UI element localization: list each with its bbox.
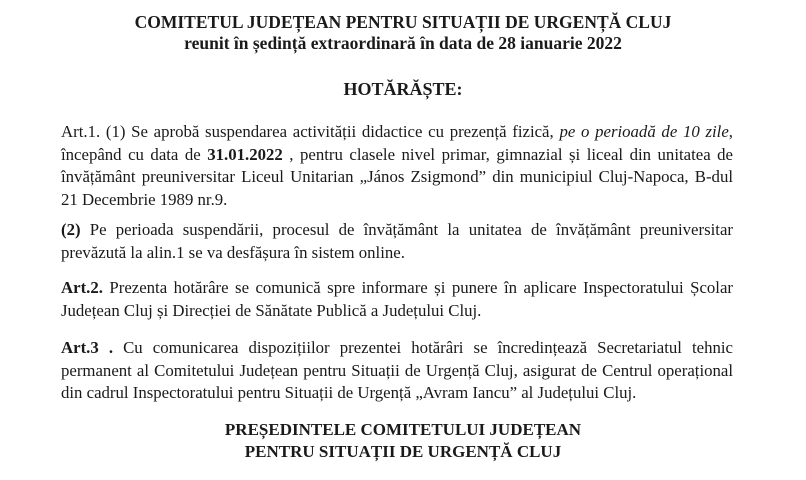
art3-label: Art.3 . xyxy=(61,338,114,357)
art1-text-c: , pentru clasele nivel primar, gimnazial și liceal din unitatea de învățământ preuniversitar Liceul Unitarian „János Zsigmond” din municipiul Cluj-Napoca, B-dul 21 Decembrie 1989 nr.9. xyxy=(61,144,733,209)
decision-heading: HOTĂRĂȘTE: xyxy=(343,79,463,99)
signature-title-line-1: PREȘEDINTELE COMITETULUI JUDEȚEAN xyxy=(224,420,582,439)
art1-alin2-label: (2) xyxy=(61,220,81,239)
committee-title: COMITETUL JUDEȚEAN PENTRU SITUAȚII DE URGENȚĂ CLUJ xyxy=(134,12,672,32)
article-3 xyxy=(61,337,733,405)
meeting-subtitle: reunit în ședință extraordinară în data de 28 ianuarie 2022 xyxy=(184,33,622,53)
art2-label: Art.2. xyxy=(61,278,103,297)
art3-text: Cu comunicarea dispozițiilor prezentei hotărâri se încredințează Secretariatul tehnic permanent al Comitetului Județean pentru Situații de Urgență Cluj, asigurat de Centrul operațional din cadrul Inspectoratului pentru Situații de Urgență „Avram Iancu” al Județului Cluj. xyxy=(61,338,733,402)
article-1-paragraph-2 xyxy=(61,219,733,264)
art1-text-b: , începând cu data de xyxy=(61,122,733,164)
signature-title-line-2: PENTRU SITUAȚII DE URGENȚĂ CLUJ xyxy=(244,442,562,461)
article-1-paragraph-1 xyxy=(61,121,733,211)
art1-text-a: Art.1. (1) Se aprobă suspendarea activității didactice cu prezență fizică, xyxy=(61,122,560,141)
art1-start-date: 31.01.2022 xyxy=(207,144,283,164)
article-2 xyxy=(61,277,733,322)
art2-text: Prezenta hotărâre se comunică spre informare și punere în aplicare Inspectoratului Școlar Județean Cluj și Direcției de Sănătate Publică a Județului Cluj. xyxy=(61,278,733,320)
art1-alin2-text: Pe perioada suspendării, procesul de învățământ la unitatea de învățământ preuniversitar prevăzută la alin.1 se va desfășura în sistem online. xyxy=(61,220,733,262)
art1-period-italic: pe o perioadă de 10 zile xyxy=(559,122,729,141)
